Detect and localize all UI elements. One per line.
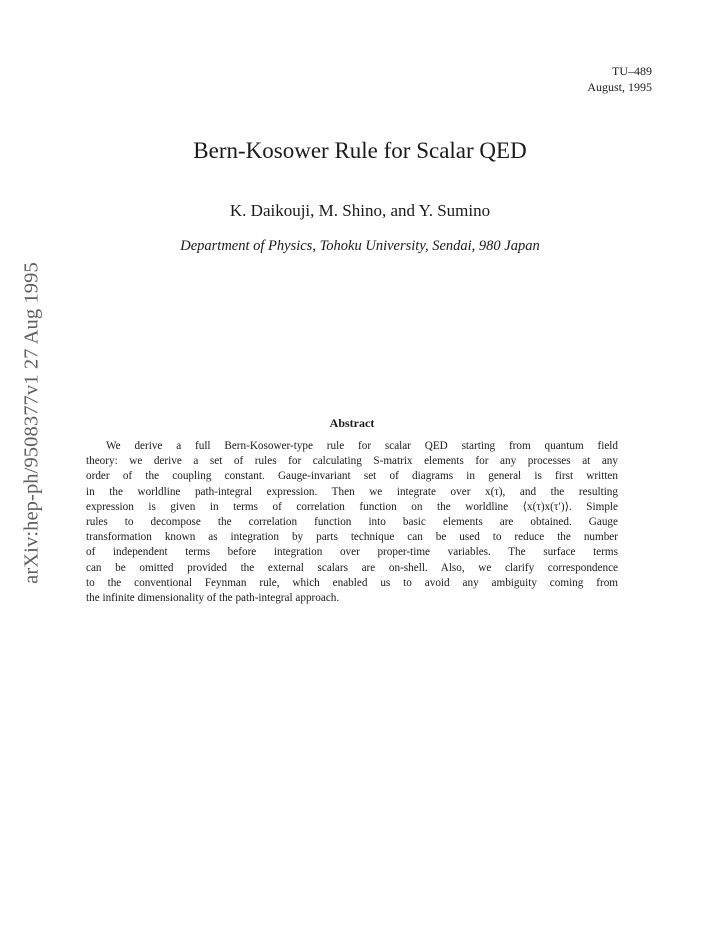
author-list: K. Daikouji, M. Shino, and Y. Sumino xyxy=(229,201,491,220)
affiliation: Department of Physics, Tohoku University, Sendai, 980 Japan xyxy=(180,238,540,254)
abstract-heading: Abstract xyxy=(329,416,375,430)
abstract-line: theory: we derive a set of rules for calculating S-matrix elements for any processes at any xyxy=(86,455,618,468)
abstract-line: order of the coupling constant. Gauge-invariant set of diagrams in general is first written xyxy=(86,470,618,483)
abstract-text xyxy=(86,439,618,606)
abstract-line: of independent terms before integration over proper-time variables. The surface terms xyxy=(86,546,618,559)
arxiv-identifier: arXiv:hep-ph/9508377v1 27 Aug 1995 xyxy=(20,262,43,584)
abstract-line: We derive a full Bern-Kosower-type rule for scalar QED starting from quantum field xyxy=(106,440,618,452)
abstract-line: expression is given in terms of correlation function on the worldline ⟨x(τ)x(τ′)⟩. Simple xyxy=(86,500,618,513)
report-number: TU–489 xyxy=(612,64,652,78)
abstract-line: rules to decompose the correlation function into basic elements are obtained. Gauge xyxy=(86,516,618,529)
paper-title: Bern-Kosower Rule for Scalar QED xyxy=(193,138,527,163)
abstract-line: the infinite dimensionality of the path-integral approach. xyxy=(86,592,340,605)
report-date: August, 1995 xyxy=(587,80,652,94)
abstract-line: in the worldline path-integral expression. Then we integrate over x(τ), and the resulting xyxy=(86,485,618,498)
abstract-line: to the conventional Feynman rule, which enabled us to avoid any ambiguity coming from xyxy=(86,576,618,589)
abstract-line: can be omitted provided the external scalars are on-shell. Also, we clarify correspondence xyxy=(86,561,618,574)
report-info xyxy=(587,63,652,95)
abstract-line: transformation known as integration by parts technique can be used to reduce the number xyxy=(86,531,618,544)
